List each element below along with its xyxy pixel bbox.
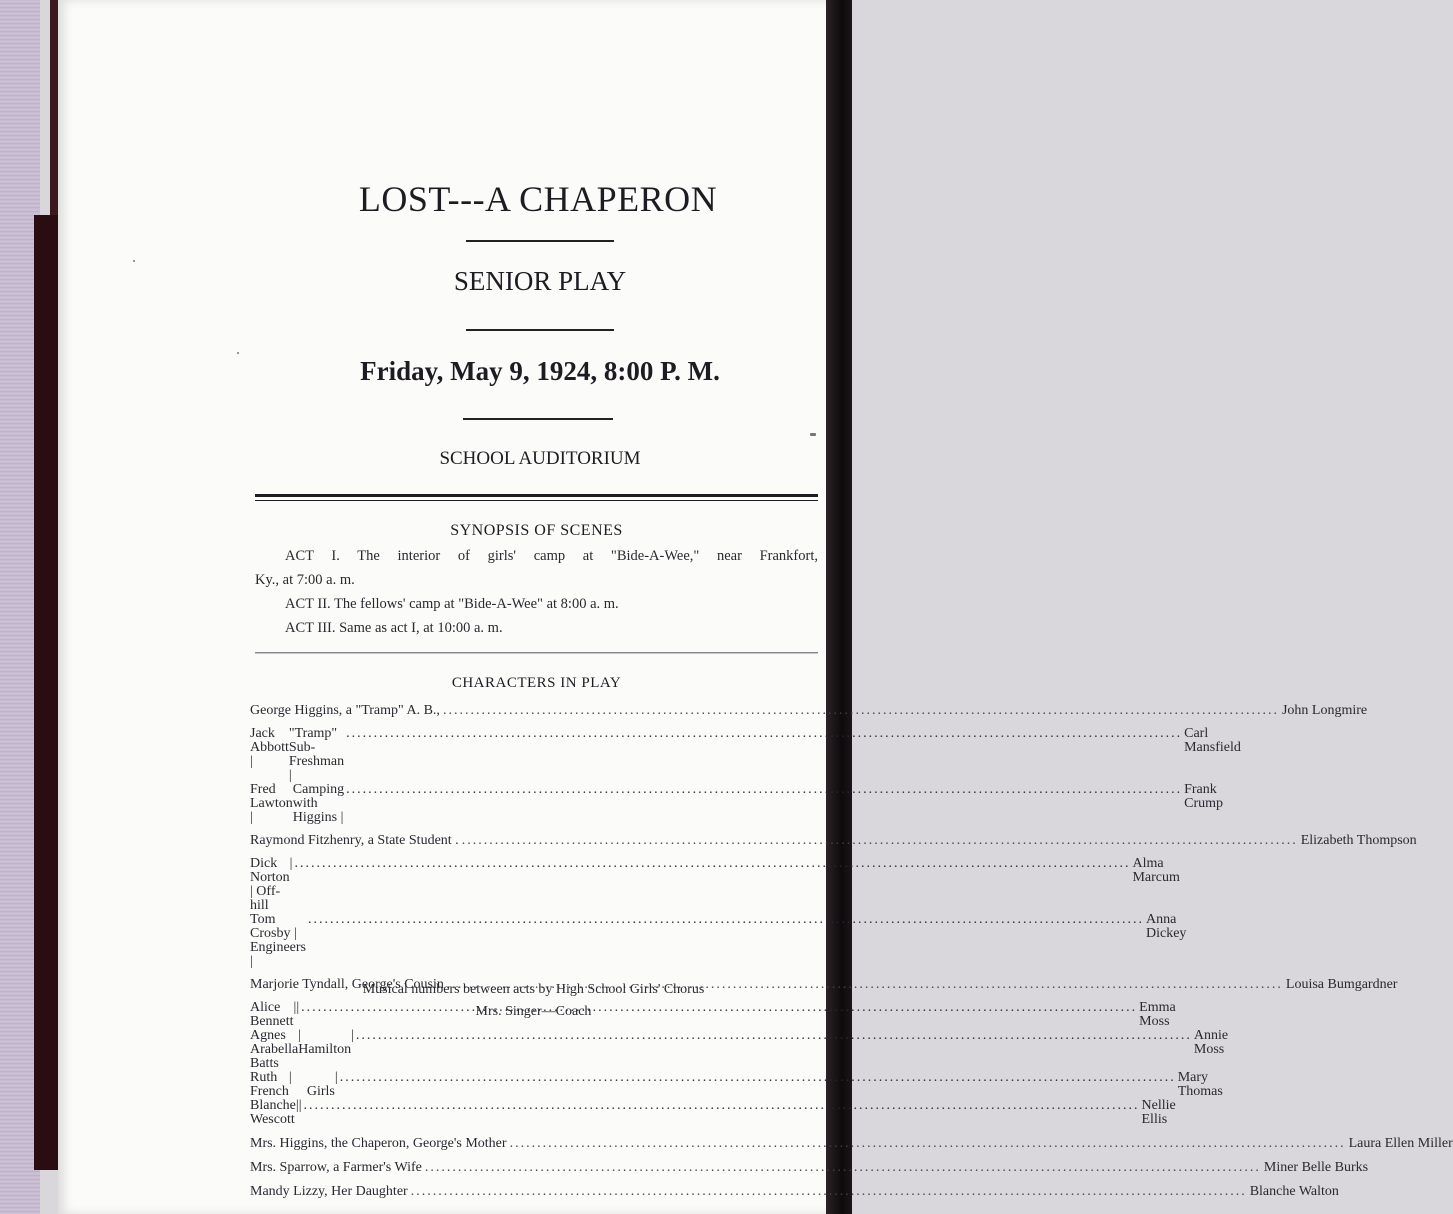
speck: [133, 260, 135, 262]
characters-heading: CHARACTERS IN PLAY: [451, 675, 622, 691]
cast-row-george: [250, 703, 1368, 719]
role: Tom Crosby | Engineers |: [250, 912, 306, 969]
role: Fred Lawton |: [250, 782, 293, 825]
cast-row-mandy: [250, 1184, 1339, 1200]
speck: [810, 433, 816, 436]
section-rule: [255, 652, 818, 654]
role: Mrs. Higgins, the Chaperon, George's Mother: [250, 1136, 507, 1151]
group-label: | Hamilton: [298, 1028, 352, 1057]
role: Jack Abbott |: [250, 726, 289, 769]
play-title: LOST---A CHAPERON: [358, 179, 718, 219]
leader-dots: [443, 703, 1279, 719]
actor: Frank Crump: [1184, 782, 1223, 811]
cast-group-tramps: [250, 726, 1241, 825]
actor: Alma Marcum: [1132, 856, 1180, 885]
role: Mrs. Sparrow, a Farmer's Wife: [250, 1160, 422, 1175]
leader-dots: [411, 1184, 1247, 1200]
leader-dots: [346, 783, 1182, 825]
cast-row-mrs-sparrow: [250, 1160, 1369, 1176]
divider: [463, 418, 613, 420]
synopsis: [255, 544, 818, 640]
act-1-line-1: ACT I. The interior of girls' camp at "Bide-A-Wee," near Frankfort,: [285, 548, 818, 564]
cast-group-hamilton-girls: Alice Bennett | | ..... Emma Moss Agnes Arabella Batts | Hamilton | ..... Annie Moss Ruth French | Girls | ..... Mary Thomas Blanche Wescott | | ..... Nellie Ellis: [250, 1001, 817, 1127]
leader-dots: [510, 1136, 1346, 1152]
act-3: ACT III. Same as act I, at 10:00 a. m.: [285, 620, 503, 636]
leader-dots: [346, 727, 1182, 783]
divider: [466, 329, 614, 331]
act-2: ACT II. The fellows' camp at "Bide-A-Wee" at 8:00 a. m.: [285, 596, 619, 612]
actor: Mary Thomas: [1177, 1070, 1223, 1099]
cast-list: [250, 703, 1453, 1200]
speck: [237, 352, 239, 354]
cast-group-engineers: [250, 856, 1187, 969]
group-label: Girls: [306, 1084, 335, 1099]
coach-credit: Mrs. Singer—Coach: [475, 1004, 592, 1019]
actor: Nellie Ellis: [1141, 1098, 1176, 1127]
actor: Annie Moss: [1193, 1028, 1229, 1057]
actor: John Longmire: [1281, 703, 1368, 718]
actor: Elizabeth Thompson: [1300, 833, 1417, 848]
act-1-line-2: Ky., at 7:00 a. m.: [255, 572, 355, 588]
actor: Anna Dickey: [1145, 912, 1187, 941]
role: Raymond Fitzhenry, a State Student .: [250, 833, 459, 848]
synopsis-heading: SYNOPSIS OF SCENES: [450, 522, 623, 539]
leader-dots: [462, 833, 1298, 849]
leader-dots: [304, 1099, 1140, 1127]
role: Dick Norton | Off-hill: [250, 856, 290, 913]
double-rule: [255, 494, 818, 501]
role: Mandy Lizzy, Her Daughter: [250, 1184, 408, 1199]
actor: Carl Mansfield: [1184, 726, 1241, 755]
role: Agnes Arabella Batts: [250, 1028, 299, 1071]
leader-dots: [340, 1071, 1176, 1099]
leader-dots: [294, 857, 1130, 913]
divider: [466, 240, 614, 242]
role: Blanche Wescott: [250, 1098, 296, 1127]
cast-row-raymond: [250, 833, 1417, 849]
actor: Emma Moss: [1139, 1000, 1176, 1029]
role-description: "Tramp" Sub-Freshman |: [288, 726, 345, 783]
actor: Miner Belle Burks: [1263, 1160, 1369, 1175]
leader-dots: [308, 913, 1144, 969]
music-note: Musical numbers between acts by High School Girls' Chorus: [362, 982, 705, 997]
venue: SCHOOL AUDITORIUM: [439, 448, 641, 469]
actor: Laura Ellen Miller: [1348, 1136, 1453, 1151]
performance-datetime: Friday, May 9, 1924, 8:00 P. M.: [360, 356, 720, 386]
role: Ruth French: [250, 1070, 289, 1099]
bracket: |: [289, 856, 293, 871]
spine: [34, 215, 60, 1170]
leader-dots: [356, 1029, 1192, 1071]
actor: Blanche Walton: [1249, 1184, 1339, 1199]
cast-row-mrs-higgins: [250, 1136, 1453, 1152]
actor: Louisa Bumgardner: [1285, 977, 1398, 992]
role: George Higgins, a "Tramp" A. B.,: [250, 703, 440, 718]
role-description: Camping with Higgins |: [292, 782, 345, 825]
role: Alice Bennett: [250, 1000, 294, 1029]
play-subtitle: SENIOR PLAY: [453, 266, 627, 296]
leader-dots: [425, 1160, 1261, 1176]
role: Marjorie Tyndall, George's Cousin: [250, 977, 444, 992]
